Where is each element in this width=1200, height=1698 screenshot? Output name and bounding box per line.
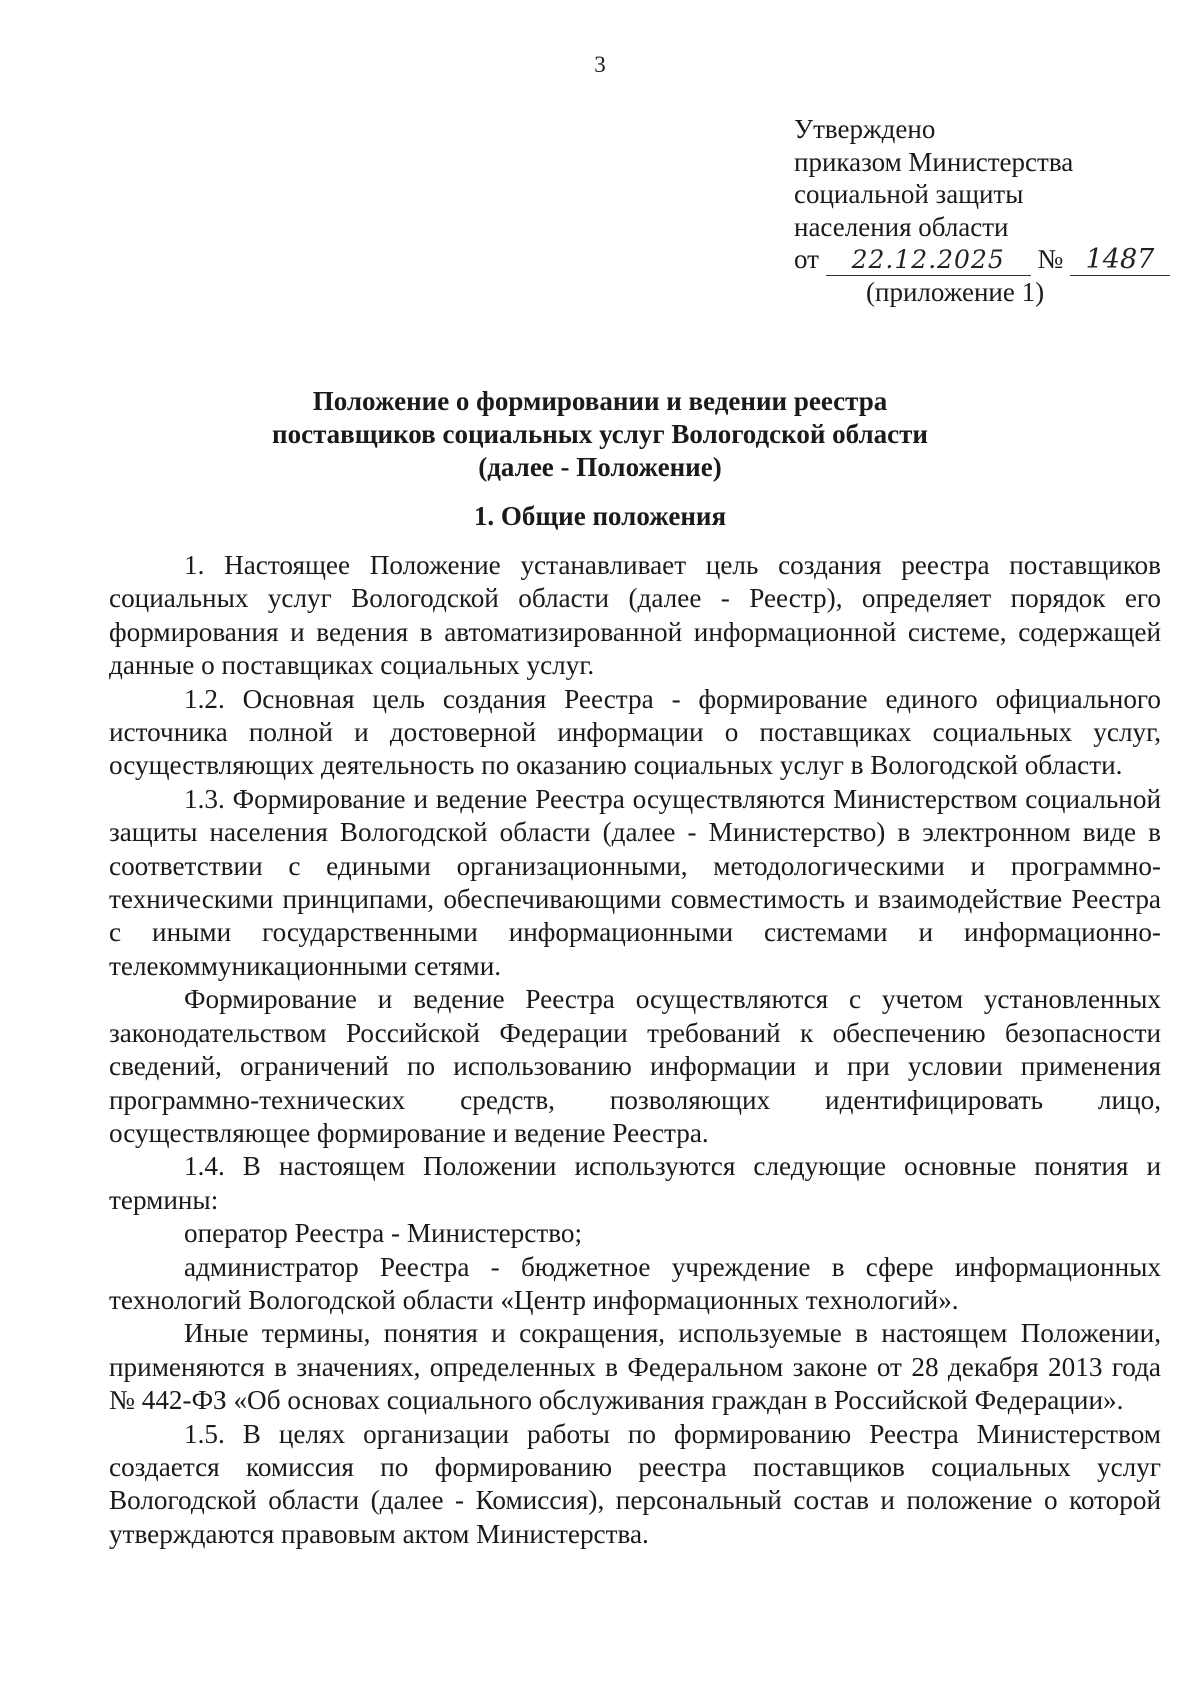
document-title bbox=[0, 385, 1200, 484]
handwritten-number: 1487 bbox=[1070, 245, 1170, 276]
section-heading: 1. Общие положения bbox=[473, 501, 727, 531]
paragraph: Формирование и ведение Реестра осуществляются с учетом установленных законодательством Российской Федерации требований к обеспечению безопасности сведений, ограничений по использованию информации и при условии применения программно-технических средств, позволяющих идентифицировать лицо, осуществляющее формирование и ведение Реестра. bbox=[109, 984, 1161, 1148]
paragraph: Иные термины, понятия и сокращения, используемые в настоящем Положении, применяются в значениях, определенных в Федеральном законе от 28 декабря 2013 года № 442-ФЗ «Об основах социального обслуживания граждан в Российской Федерации». bbox=[109, 1318, 1161, 1416]
paragraph: оператор Реестра - Министерство; bbox=[184, 1218, 583, 1249]
title-line: поставщиков социальных услуг Вологодской области bbox=[272, 419, 928, 449]
appendix-label: (приложение 1) bbox=[866, 277, 1045, 307]
date-prefix: от bbox=[794, 244, 819, 274]
handwritten-date: 22.12.2025 bbox=[826, 245, 1031, 276]
approval-line: приказом Министерства bbox=[794, 146, 1074, 177]
paragraph: 1. Настоящее Положение устанавливает цель создания реестра поставщиков социальных услуг Вологодской области (далее - Реестр), определяет порядок его формирования и ведения в автоматизированной информационной системе, содержащей данные о поставщиках социальных услуг. bbox=[109, 550, 1161, 681]
approval-line: социальной защиты bbox=[794, 179, 1024, 209]
title-line: Положение о формировании и ведении реестра bbox=[312, 386, 888, 416]
page-number: 3 bbox=[594, 52, 606, 77]
paragraph: 1.3. Формирование и ведение Реестра осуществляются Министерством социальной защиты населения Вологодской области (далее - Министерство) в электронном виде в соответствии с едиными организационными, методологическими и программно-техническими принципами, обеспечивающими совместимость и взаимодействие Реестра с иными государственными информационными системами и информационно-телекоммуникационными сетями. bbox=[109, 783, 1161, 981]
number-prefix: № bbox=[1037, 244, 1064, 274]
title-line: (далее - Положение) bbox=[478, 452, 722, 482]
document-body bbox=[109, 549, 1161, 1551]
paragraph: администратор Реестра - бюджетное учреждение в сфере информационных технологий Вологодской области «Центр информационных технологий». bbox=[109, 1251, 1161, 1315]
order-date-number-line bbox=[794, 243, 1170, 276]
paragraph: 1.2. Основная цель создания Реестра - формирование единого официального источника полной и достоверной информации о поставщиках социальных услуг, осуществляющих деятельность по оказанию социальных услуг в Вологодской области. bbox=[109, 683, 1161, 781]
approval-stamp bbox=[794, 113, 1170, 309]
approval-line: населения области bbox=[794, 211, 1009, 242]
paragraph: 1.5. В целях организации работы по формированию Реестра Министерством создается комиссия по формированию реестра поставщиков социальных услуг Вологодской области (далее - Комиссия), персональный состав и положение о которой утверждаются правовым актом Министерства. bbox=[109, 1418, 1161, 1549]
approval-line: Утверждено bbox=[794, 114, 936, 144]
paragraph: 1.4. В настоящем Положении используются следующие основные понятия и термины: bbox=[109, 1151, 1161, 1215]
